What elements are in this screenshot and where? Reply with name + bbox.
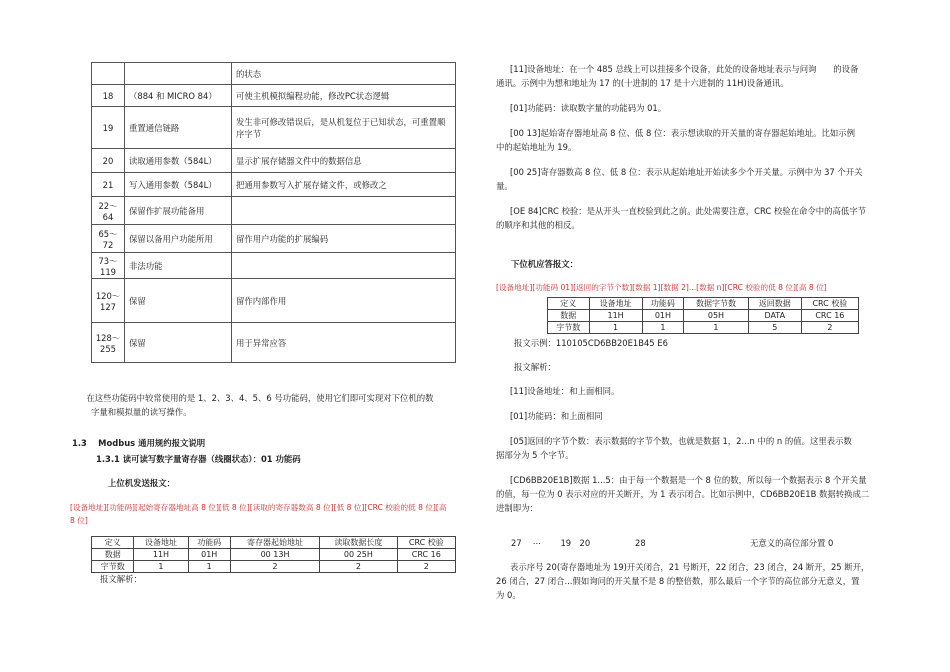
bit-index-label-a: 27 ⋯ 19 20: [511, 538, 591, 548]
intro-line-2: 字量和模拟量的读写操作。: [91, 407, 192, 417]
frame-cell: 01H: [642, 310, 684, 322]
frame-cell: CRC 校验: [397, 537, 455, 549]
byte-count-line-1: [05]返回的字节个数：表示数据的字节个数，也就是数据 1，2...n 中的 n 的值。这里表示数: [510, 436, 852, 446]
frame-cell: 设备地址: [134, 537, 188, 549]
intro-line-1: 在这些功能码中较常使用的是 1、2、3、4、5、6 号功能码，使用它们即可实现对下位机的数: [86, 393, 434, 403]
frame-cell: 2: [801, 322, 858, 334]
fc-name-cell: （884 和 MICRO 84）: [125, 85, 232, 107]
fc-code-cell: 120～127: [92, 279, 125, 323]
frame-cell: 2: [230, 561, 319, 573]
crc-line-2: 的顺序和其他的相反。: [496, 220, 580, 230]
reply-analysis-label: 报文解析：: [514, 362, 556, 372]
byte-count-line-2: 据部分为 5 个字节。: [496, 450, 574, 460]
frame-cell: 1: [642, 322, 684, 334]
fc-desc-cell: 发生非可修改错误后，是从机复位于已知状态，可重置顺序字节: [232, 107, 456, 149]
fc-code-cell: 20: [92, 149, 125, 173]
reply-format: [设备地址][功能码 01][返回的字节个数][数据 1][数据 2]...[数据 n][CRC 校验的低 8 位][高 8 位]: [496, 283, 827, 292]
high-bits-note: 无意义的高位部分置 0: [750, 538, 834, 548]
fc-desc-cell: 留作用户功能的扩展编码: [232, 225, 456, 253]
fc-name-cell: 写入通用参数（584L）: [125, 173, 232, 197]
fc-code-cell: 22～64: [92, 197, 125, 225]
fc-desc-cell: 的状态: [232, 63, 456, 85]
register-count-line-2: 量。: [496, 181, 513, 191]
fc-code-cell: 18: [92, 85, 125, 107]
fc-desc-cell: 显示扩展存储器文件中的数据信息: [232, 149, 456, 173]
frame-cell: 功能码: [642, 298, 684, 310]
fc-desc-cell: [232, 253, 456, 279]
fc-code-cell: 128～255: [92, 323, 125, 363]
fc-code-cell: 21: [92, 173, 125, 197]
reply-function-code: [01]功能码：和上面相同: [510, 411, 603, 421]
fc-desc-cell: 可使主机模拟编程功能，修改PC状态逻辑: [232, 85, 456, 107]
send-format: [70, 501, 465, 527]
start-address-line-2: 中的起始地址为 19。: [496, 142, 577, 152]
frame-cell: 11H: [589, 310, 642, 322]
bit-index-label-b: 28: [635, 538, 646, 548]
frame-cell: CRC 校验: [801, 298, 858, 310]
send-frame-table: [91, 536, 456, 573]
frame-cell: CRC 16: [801, 310, 858, 322]
frame-cell: 数据: [92, 549, 134, 561]
send-format-line-2: 8 位]: [70, 516, 88, 525]
closing-line-1: 表示序号 20(寄存器地址为 19)开关闭合，21 号断开，22 闭合，23 闭合，24 断开，25 断开，: [510, 562, 870, 572]
closing-paragraph: [496, 560, 916, 602]
send-heading: 上位机发送报文：: [108, 478, 175, 488]
fc-desc-cell: 把通用参数写入扩展存储文件，或修改之: [232, 173, 456, 197]
frame-cell: 返回数据: [748, 298, 801, 310]
frame-cell: 读取数据长度: [320, 537, 398, 549]
table-row: [92, 537, 456, 549]
table-row: [92, 107, 456, 149]
intro-paragraph: [86, 391, 463, 419]
table-row: [92, 63, 456, 85]
frame-cell: 定义: [92, 537, 134, 549]
start-address-line-1: [00 13]起始寄存器地址高 8 位、低 8 位：表示想读取的开关量的寄存器起始地址。比如示例: [510, 128, 855, 138]
frame-cell: 功能码: [188, 537, 230, 549]
frame-cell: 1: [188, 561, 230, 573]
register-count-line-1: [00 25]寄存器数高 8 位、低 8 位：表示从起始地址开始读多少个开关量。示例中为 37 个开关: [510, 167, 863, 177]
table-row: [92, 85, 456, 107]
fc-desc-cell: 留作内部作用: [232, 279, 456, 323]
frame-cell: 字节数: [92, 561, 134, 573]
fc-code-cell: 65～72: [92, 225, 125, 253]
function-code-desc: [01]功能码：读取数字量的功能码为 01。: [510, 103, 667, 113]
frame-cell: 1: [684, 322, 749, 334]
reply-device-address: [11]设备地址：和上面相同。: [510, 386, 620, 396]
fc-desc-cell: [232, 197, 456, 225]
frame-cell: 2: [320, 561, 398, 573]
frame-cell: 5: [748, 322, 801, 334]
fc-name-cell: 保留以备用户功能所用: [125, 225, 232, 253]
send-analysis-label: 报文解析：: [100, 574, 142, 584]
table-row: [548, 310, 859, 322]
crc-line-1: [OE 84]CRC 校验：是从开头一直校验到此之前。此处需要注意，CRC 校验在命令中的高低字节: [510, 206, 867, 216]
fc-name-cell: 读取通用参数（584L）: [125, 149, 232, 173]
fc-desc-cell: 用于异常应答: [232, 323, 456, 363]
reply-frame-table: [547, 297, 859, 334]
frame-cell: 定义: [548, 298, 590, 310]
table-row: [92, 561, 456, 573]
data-desc-line-1: [CD6BB20E1B]数据 1...5：由于每一个数据是一个 8 位的数，所以每一个数据表示 8 个开关量: [510, 475, 867, 485]
frame-cell: 00 13H: [230, 549, 319, 561]
data-desc-line-3: 进制即为：: [496, 503, 538, 513]
device-address-line-2: 通讯。示例中为想和地址为 17 的(十进制的 17 是十六进制的 11H)设备通讯。: [496, 78, 789, 88]
frame-cell: 1: [134, 561, 188, 573]
fc-name-cell: 非法功能: [125, 253, 232, 279]
table-row: [92, 549, 456, 561]
fc-name-cell: 保留作扩展功能备用: [125, 197, 232, 225]
reply-example: 报文示例：110105CD6BB20E1B45 E6: [514, 338, 668, 348]
frame-cell: 数据: [548, 310, 590, 322]
table-row: [92, 253, 456, 279]
table-row: [92, 173, 456, 197]
table-row: [92, 197, 456, 225]
frame-cell: 2: [397, 561, 455, 573]
table-row: [92, 149, 456, 173]
table-row: [92, 225, 456, 253]
fc-name-cell: 保留: [125, 323, 232, 363]
fc-code-cell: 73～119: [92, 253, 125, 279]
table-row: [92, 279, 456, 323]
frame-cell: 11H: [134, 549, 188, 561]
fc-name-cell: 重置通信链路: [125, 107, 232, 149]
table-row: [548, 322, 859, 334]
frame-cell: 字节数: [548, 322, 590, 334]
frame-cell: 寄存器起始地址: [230, 537, 319, 549]
frame-cell: 1: [589, 322, 642, 334]
fc-name-cell: [125, 63, 232, 85]
frame-cell: CRC 16: [397, 549, 455, 561]
reply-analysis: [496, 384, 916, 515]
frame-cell: 数据字节数: [684, 298, 749, 310]
table-row: [92, 323, 456, 363]
frame-cell: 00 25H: [320, 549, 398, 561]
section-title: 1.3 Modbus 通用规约报文说明: [72, 438, 206, 448]
device-address-line-1: [11]设备地址：在一个 485 总线上可以挂接多个设备，此处的设备地址表示与问询 的设备: [510, 64, 859, 74]
frame-cell: 01H: [188, 549, 230, 561]
right-column: [496, 62, 916, 232]
fc-code-cell: [92, 63, 125, 85]
send-format-line-1: [设备地址][功能码][起始寄存器地址高 8 位][低 8 位][读取的寄存器数高 8 位][低 8 位][CRC 校验的低 8 位][高: [70, 503, 447, 512]
frame-cell: 设备地址: [589, 298, 642, 310]
subsection-title: 1.3.1 读可读写数字量寄存器（线圈状态）：01 功能码: [96, 454, 301, 464]
closing-line-3: 为 0。: [496, 590, 521, 600]
fc-code-cell: 19: [92, 107, 125, 149]
closing-line-2: 26 闭合，27 闭合...假如询问的开关量不是 8 的整倍数，那么最后一个字节的高位部分无意义，置: [496, 576, 860, 586]
data-desc-line-2: 的值，每一位为 0 表示对应的开关断开，为 1 表示闭合。比如示例中，CD6BB20E1B 数据转换成二: [496, 489, 870, 499]
reply-heading: 下位机应答报文：: [511, 259, 578, 269]
table-row: [548, 298, 859, 310]
frame-cell: 05H: [684, 310, 749, 322]
function-code-table: [91, 62, 456, 363]
fc-name-cell: 保留: [125, 279, 232, 323]
frame-cell: DATA: [748, 310, 801, 322]
